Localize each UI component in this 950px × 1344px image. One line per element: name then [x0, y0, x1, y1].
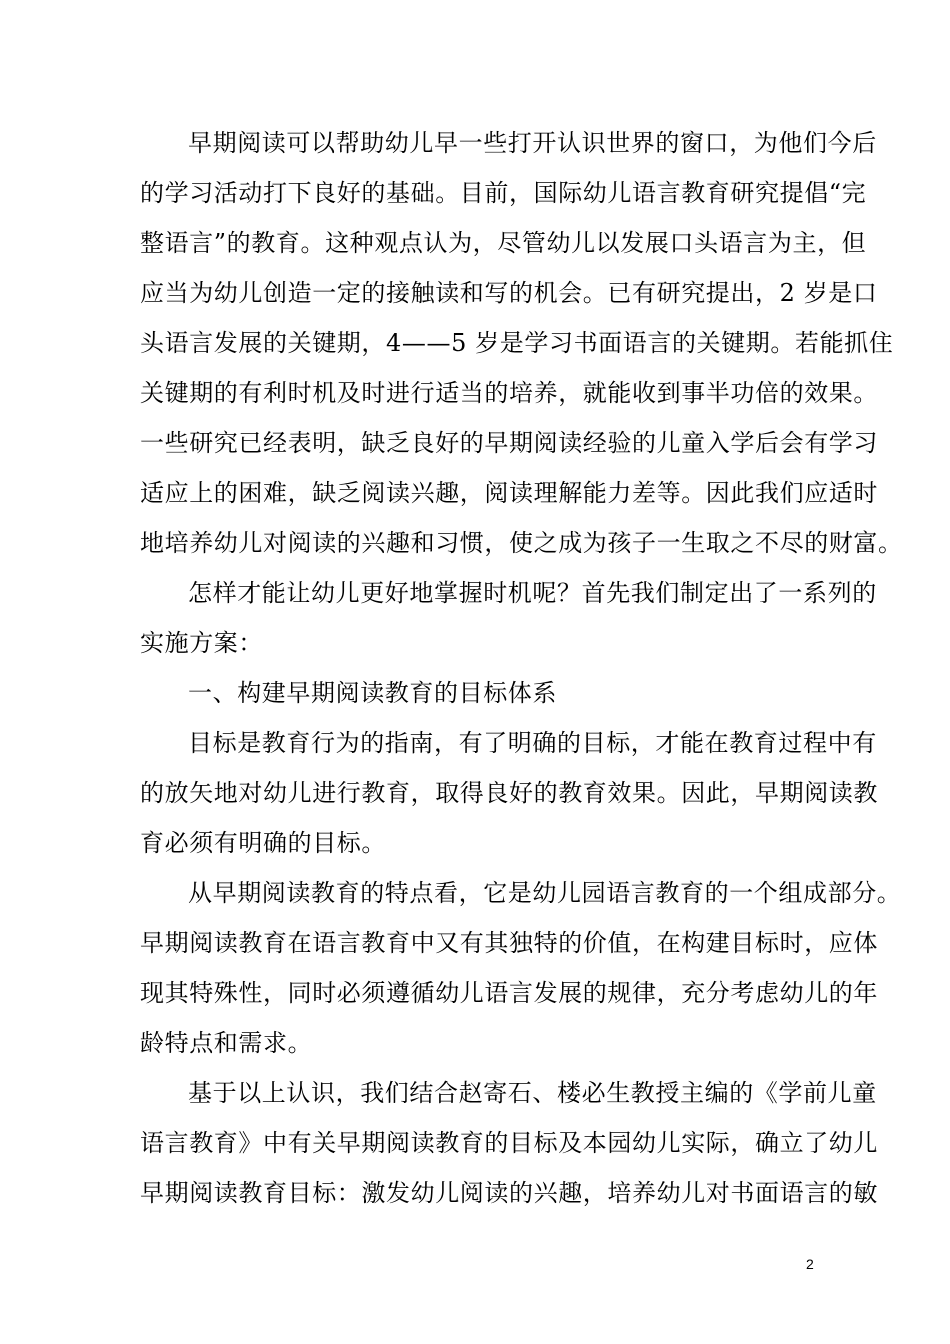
text-line: 怎样才能让幼儿更好地掌握时机呢？首先我们制定出了一系列的 — [188, 579, 877, 607]
text-line: 实施方案： — [140, 629, 263, 657]
text-line: 关键期的有利时机及时进行适当的培养，就能收到事半功倍的效果。 — [140, 379, 878, 407]
text-line: 早期阅读可以帮助幼儿早一些打开认识世界的窗口，为他们今后 — [188, 129, 877, 157]
text-line: 从早期阅读教育的特点看，它是幼儿园语言教育的一个组成部分。 — [188, 879, 902, 907]
text-line: 龄特点和需求。 — [140, 1029, 313, 1057]
text-line: 地培养幼儿对阅读的兴趣和习惯，使之成为孩子一生取之不尽的财富。 — [140, 529, 903, 557]
text-line: 头语言发展的关键期，4——5 岁是学习书面语言的关键期。若能抓住 — [140, 329, 894, 357]
text-line: 适应上的困难，缺乏阅读兴趣，阅读理解能力差等。因此我们应适时 — [140, 479, 878, 507]
text-line: 目标是教育行为的指南，有了明确的目标，才能在教育过程中有 — [188, 729, 877, 757]
text-line: 的学习活动打下良好的基础。目前，国际幼儿语言教育研究提倡“完 — [140, 179, 867, 207]
text-line: 现其特殊性，同时必须遵循幼儿语言发展的规律，充分考虑幼儿的年 — [140, 979, 878, 1007]
text-line: 一些研究已经表明，缺乏良好的早期阅读经验的儿童入学后会有学习 — [140, 429, 878, 457]
body-text — [140, 118, 903, 1218]
text-line: 语言教育》中有关早期阅读教育的目标及本园幼儿实际，确立了幼儿 — [140, 1129, 878, 1157]
text-line: 早期阅读教育在语言教育中又有其独特的价值，在构建目标时，应体 — [140, 929, 878, 957]
text-line: 基于以上认识，我们结合赵寄石、楼必生教授主编的《学前儿童 — [188, 1079, 877, 1107]
section-heading: 一、构建早期阅读教育的目标体系 — [188, 679, 557, 707]
page-number: 2 — [806, 1256, 814, 1272]
text-line: 育必须有明确的目标。 — [140, 829, 386, 857]
text-line: 早期阅读教育目标：激发幼儿阅读的兴趣，培养幼儿对书面语言的敏 — [140, 1179, 878, 1207]
text-line: 整语言”的教育。这种观点认为，尽管幼儿以发展口头语言为主，但 — [140, 229, 867, 257]
text-line: 的放矢地对幼儿进行教育，取得良好的教育效果。因此，早期阅读教 — [140, 779, 878, 807]
text-line: 应当为幼儿创造一定的接触读和写的机会。已有研究提出，2 岁是口 — [140, 279, 878, 307]
